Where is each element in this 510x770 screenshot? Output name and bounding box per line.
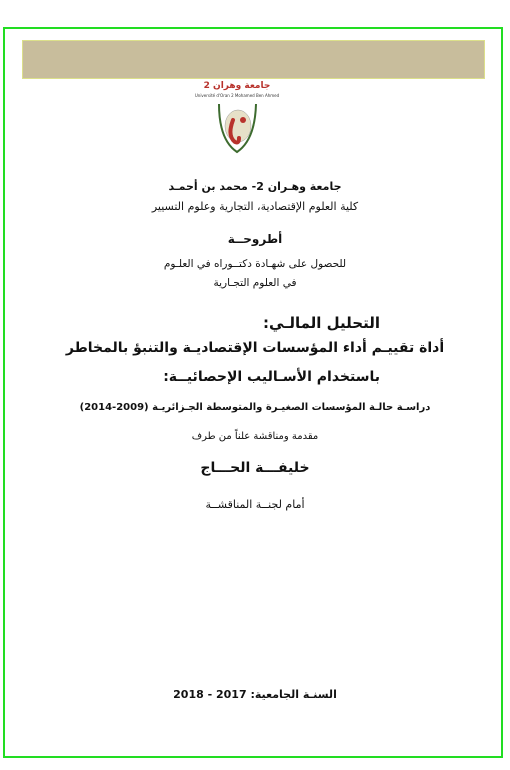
title-line-3: باستخدام الأسـاليب الإحصائيــة: [163,369,380,385]
title-line-1: التحليل المالـي: [263,314,380,332]
field-line: في العلوم التجـارية [213,277,297,289]
presented-by: مقدمة ومناقشة علناً من طرف [191,431,319,442]
university-logo [194,80,280,170]
faculty-line: كلية العلوم الإقتصادية، التجارية وعلوم التسيير [151,200,359,213]
logo-arabic: جامعة وهران 2 [203,81,271,91]
header-band [22,40,485,79]
university-line: جامعة وهـران 2- محمد بن أحمـد [168,180,342,193]
author-name: خليفـــة الحـــاج [200,460,310,476]
case-study: دراسـة حالـة المؤسسات الصغيـرة والمتوسطة الجـزائريـة (2009-2014) [79,402,431,413]
document-type: أطروحــة [227,232,283,246]
title-line-2: أداة تقييـم أداء المؤسسات الإقتصاديـة والتنبؤ بالمخاطر [65,340,445,356]
academic-year: السنـة الجامعية: 2017 - 2018 [173,688,337,701]
committee-title: أمام لجنــة المناقشــة [205,498,305,511]
degree-line: للحصول على شهـادة دكتــوراه في العلـوم [163,258,347,270]
logo-latin: Université d'Oran 2 Mohamed Ben Ahmed [194,93,280,98]
